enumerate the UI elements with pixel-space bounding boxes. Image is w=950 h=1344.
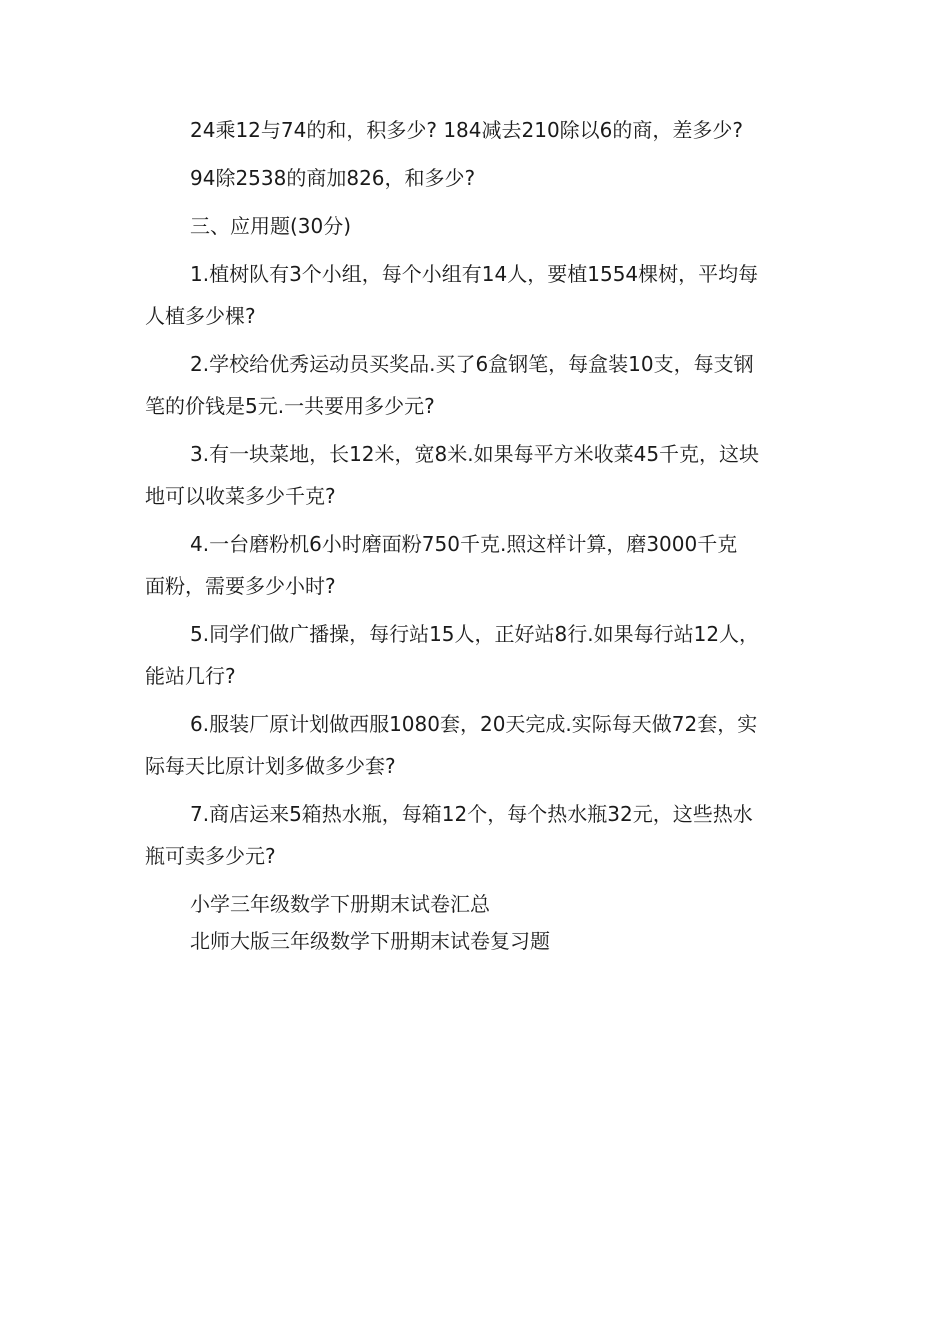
document-body: [145, 116, 810, 955]
question-4-line-1: 4.一台磨粉机6小时磨面粉750千克.照这样计算，磨3000千克: [190, 532, 738, 556]
question-6-line-1: 6.服装厂原计划做西服1080套，20天完成.实际每天做72套，实: [190, 712, 758, 736]
related-link-1: 小学三年级数学下册期末试卷汇总: [190, 892, 490, 916]
question-4-line-2: 面粉，需要多少小时?: [145, 574, 336, 598]
question-3-line-1: 3.有一块菜地，长12米，宽8米.如果每平方米收菜45千克，这块: [190, 442, 760, 466]
question-2-line-1: 2.学校给优秀运动员买奖品.买了6盒钢笔，每盒装10支，每支钢: [190, 352, 754, 376]
question-7-line-1: 7.商店运来5箱热水瓶，每箱12个，每个热水瓶32元，这些热水: [190, 802, 753, 826]
exercise-line-2: 94除2538的商加826，和多少?: [190, 166, 476, 190]
question-5-line-2: 能站几行?: [145, 664, 236, 688]
question-3-line-2: 地可以收菜多少千克?: [145, 484, 336, 508]
question-6-line-2: 际每天比原计划多做多少套?: [145, 754, 396, 778]
section-heading: 三、应用题(30分): [190, 214, 352, 238]
question-2-line-2: 笔的价钱是5元.一共要用多少元?: [145, 394, 435, 418]
question-1-line-2: 人植多少棵?: [145, 304, 256, 328]
question-1-line-1: 1.植树队有3个小组，每个小组有14人，要植1554棵树，平均每: [190, 262, 759, 286]
question-5-line-1: 5.同学们做广播操，每行站15人，正好站8行.如果每行站12人，: [190, 622, 760, 646]
related-link-2: 北师大版三年级数学下册期末试卷复习题: [190, 929, 550, 953]
question-7-line-2: 瓶可卖多少元?: [145, 844, 276, 868]
exercise-line-1: 24乘12与74的和，积多少? 184减去210除以6的商，差多少?: [190, 118, 744, 142]
